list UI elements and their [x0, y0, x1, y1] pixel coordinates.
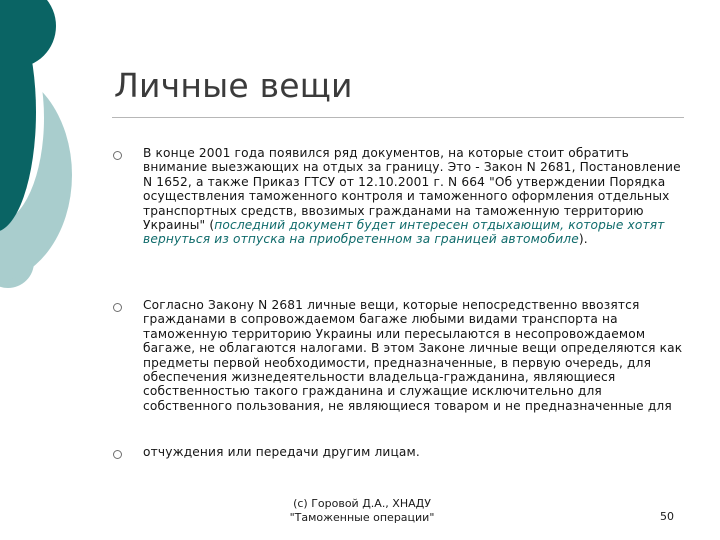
- footer-author: (c) Горовой Д.А., ХНАДУ: [293, 497, 431, 510]
- bullet-marker-3: [113, 450, 122, 459]
- bullet-1-text-end: ).: [578, 232, 588, 247]
- slide-title: Личные вещи: [114, 66, 353, 105]
- bullet-1-italic-note: последний документ будет интересен отдыхающим, которые хотят вернуться из отпуска на приобретенном за границей автомобиле: [143, 218, 665, 247]
- bullet-text-2: Согласно Закону N 2681 личные вещи, которые непосредственно ввозятся гражданами в сопровождаемом багаже любыми видами транспорта на таможенную территорию Украины или пересылаются в несопровождаемом багаже, не облагаются налогами. В этом Законе личные вещи определяются как предметы первой необходимости, предназначенные, в первую очередь, для обеспечения жизнедеятельности владельца-гражданина, являющиеся собственностью такого гражданина и служащие исключительно для собственного пользования, не являющиеся товаром и не предназначенные для: [143, 298, 683, 413]
- bullet-marker-1: [113, 151, 122, 160]
- decorative-circles: [0, 0, 110, 300]
- title-divider: [112, 117, 684, 118]
- bullet-1-text: В конце 2001 года появился ряд документов, на которые стоит обратить внимание выезжающих на отдых за границу. Это - Закон N 2681, Постановление N 1652, а также Приказ ГТСУ от 12.10.2001 г. N 664 "Об утверждении Порядка осуществления таможенного контроля и таможенного оформления отдельных транспортных средств, ввозимых гражданами на таможенную территорию Украины" (: [143, 146, 681, 233]
- footer-course: "Таможенные операции": [289, 511, 435, 524]
- page-number: 50: [660, 510, 674, 523]
- bullet-text-1: [143, 146, 693, 247]
- footer: [262, 497, 462, 525]
- bullet-text-3: отчуждения или передачи другим лицам.: [143, 445, 420, 459]
- bullet-marker-2: [113, 303, 122, 312]
